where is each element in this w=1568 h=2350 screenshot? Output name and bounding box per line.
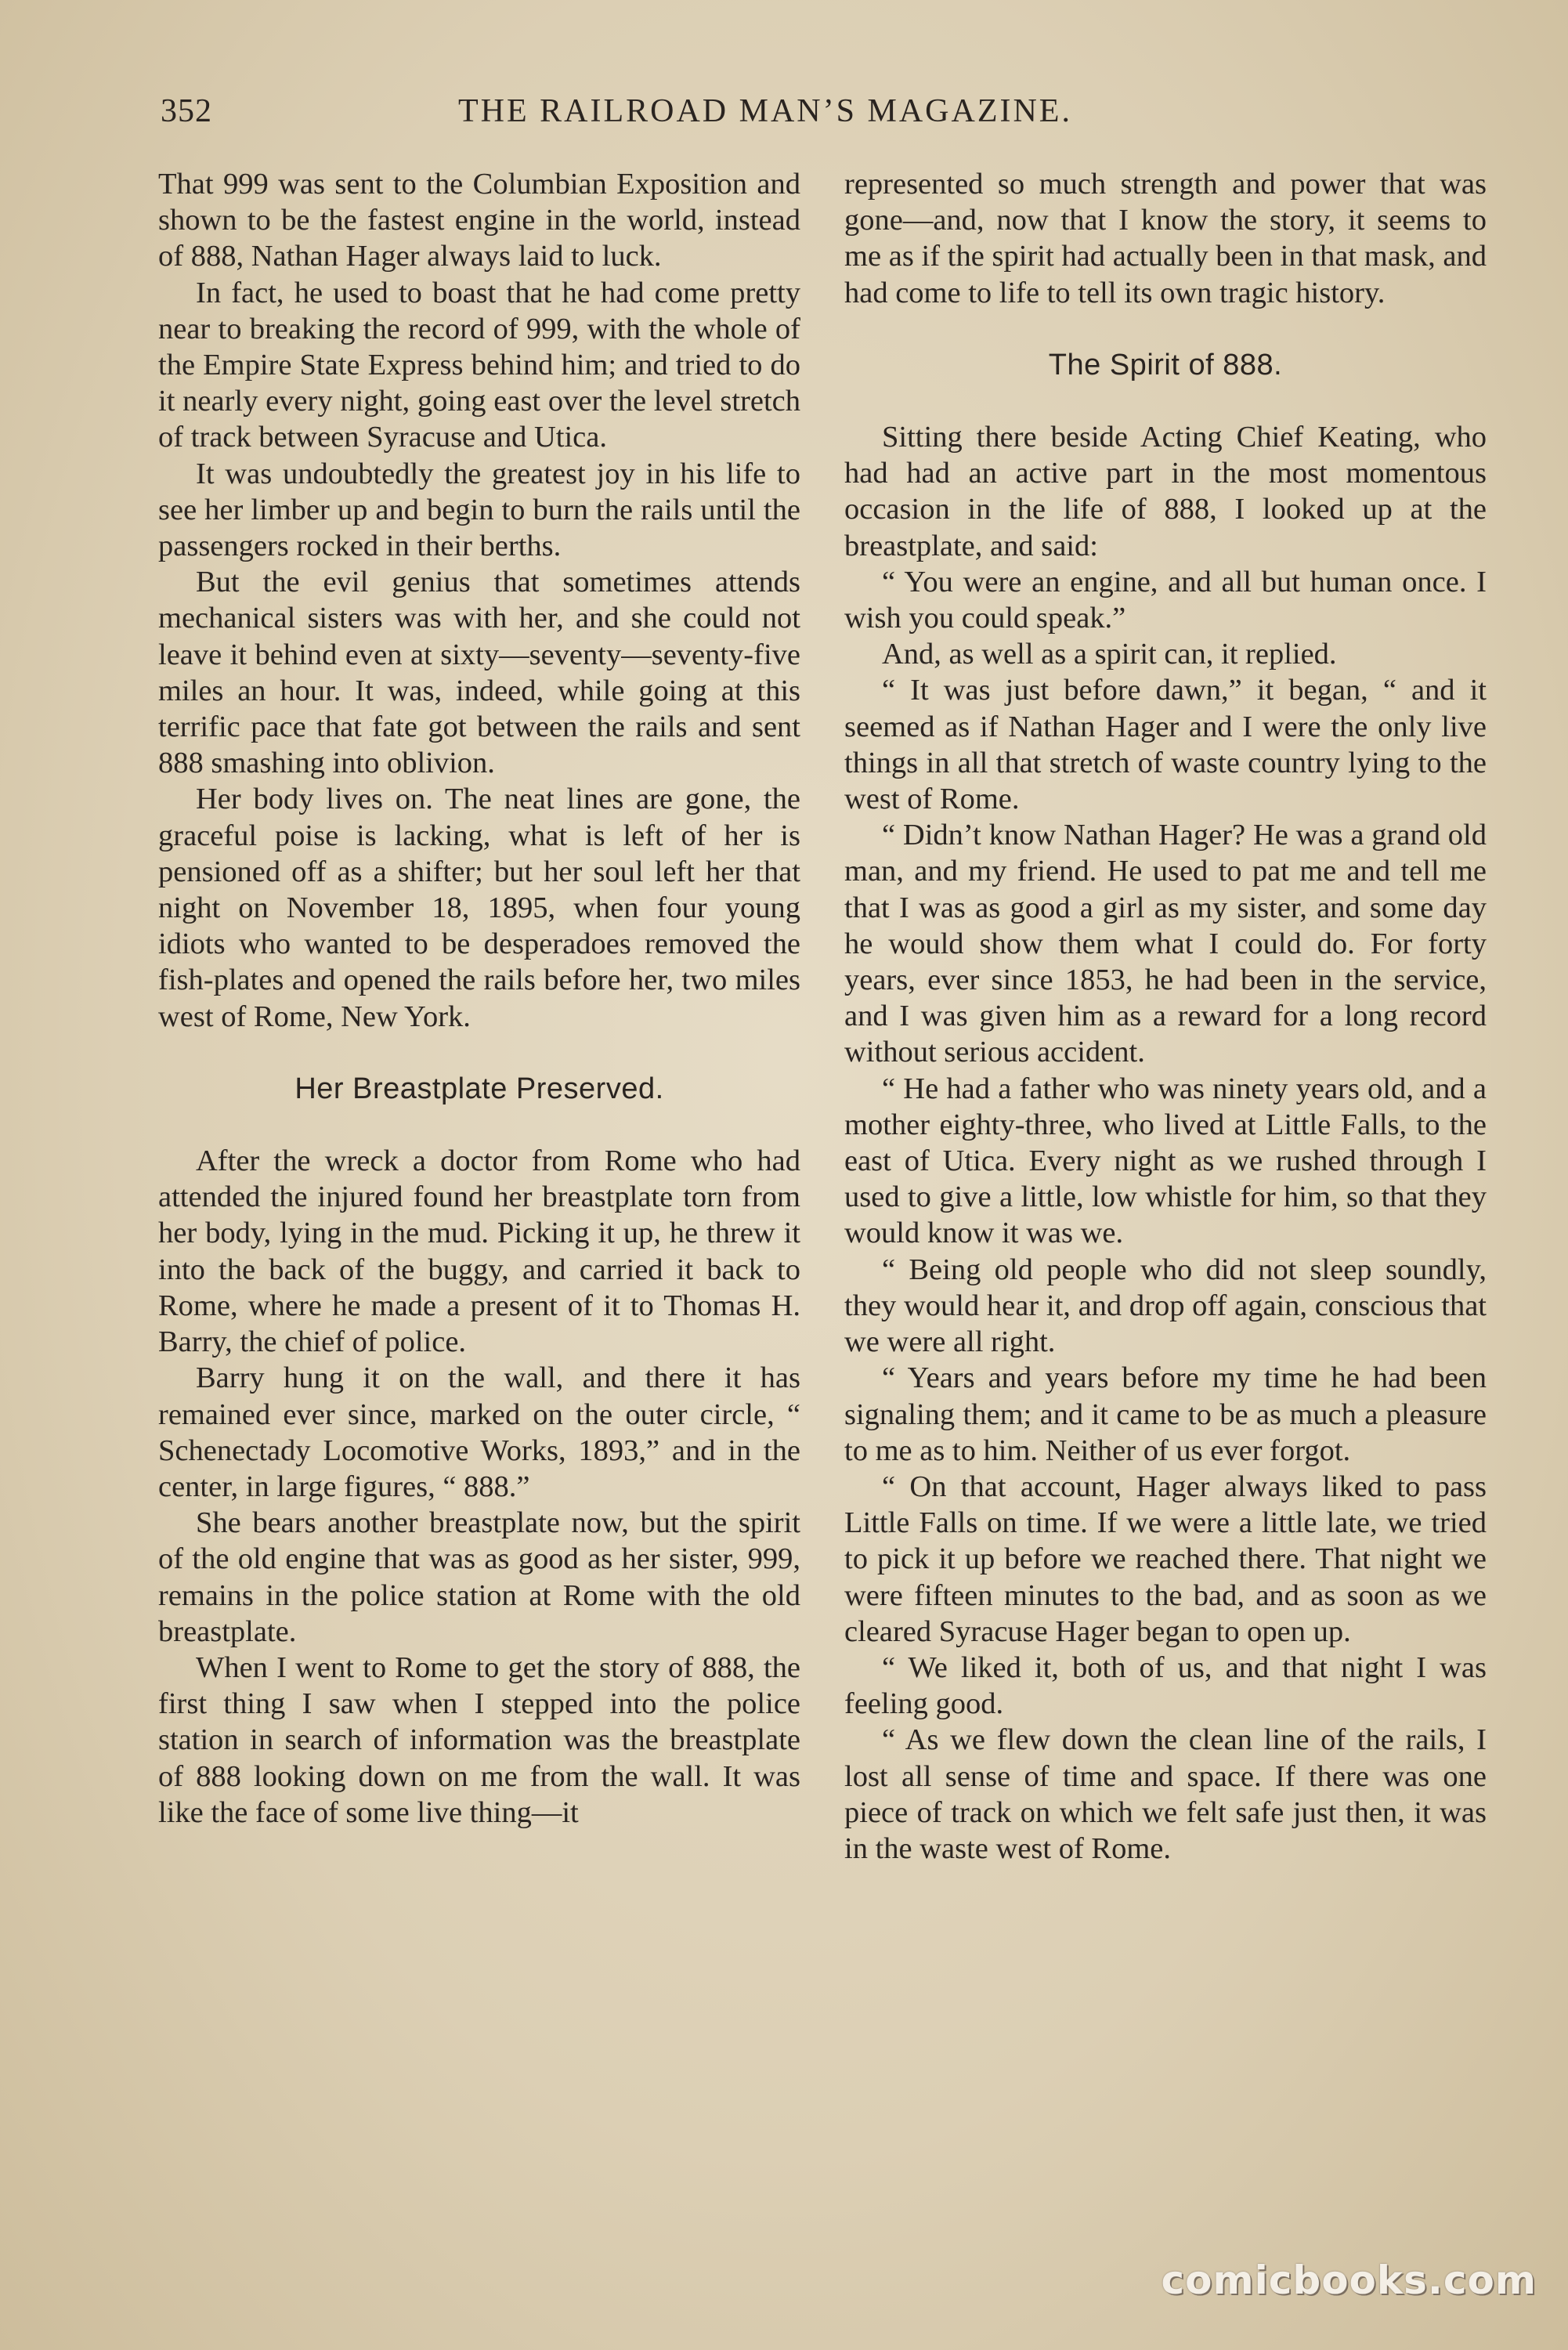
paragraph: “ It was just before dawn,” it began, “ and it seemed as if Nathan Hager and I were the only live things in all that stretch of waste country lying to the west of Rome. <box>844 674 1487 816</box>
paragraph: “ Didn’t know Nathan Hager? He was a grand old man, and my friend. He used to pat me and tell me that I was as good a girl as my sister, and some day he would show them what I could do. For forty years, ever since 1853, he had been in the service, and I was given him as a reward for a long record without serious accident. <box>844 819 1487 1069</box>
section-heading: Her Breastplate Preserved. <box>294 1072 664 1105</box>
paragraph: Sitting there beside Acting Chief Keating, who had had an active part in the most momentous occasion in the life of 888, I looked up at the breastplate, and said: <box>844 421 1487 562</box>
watermark: comicbooks.com <box>1161 2258 1537 2303</box>
left-column <box>158 166 800 1831</box>
paragraph: In fact, he used to boast that he had come pretty near to breaking the record of 999, with the whole of the Empire State Express behind him; and tried to do it nearly every night, going east over the level stretch of track between Syracuse and Utica. <box>158 276 800 454</box>
paragraph: Barry hung it on the wall, and there it has remained ever since, marked on the outer circle, “ Schenectady Locomotive Works, 1893,” and in the center, in large figures, “ 888.” <box>158 1361 800 1503</box>
page-number: 352 <box>161 93 212 129</box>
right-column <box>844 166 1487 1867</box>
paragraph: “ On that account, Hager always liked to pass Little Falls on time. If we were a little late, we tried to pick it up before we reached there. That night we were fifteen minutes to the bad, and as soon as we cleared Syracuse Hager began to open up. <box>844 1470 1487 1648</box>
paragraph: That 999 was sent to the Columbian Exposition and shown to be the fastest engine in the world, instead of 888, Nathan Hager always laid to luck. <box>158 168 800 273</box>
paragraph: When I went to Rome to get the story of 888, the first thing I saw when I stepped into the police station in search of information was the breastplate of 888 looking down on me from the wall. It was like the face of some live thing—it <box>158 1650 800 1829</box>
paragraph: “ As we flew down the clean line of the rails, I lost all sense of time and space. If there was one piece of track on which we felt safe just then, it was in the waste west of Rome. <box>844 1723 1487 1865</box>
page-header <box>161 92 1492 139</box>
paragraph: “ Being old people who did not sleep soundly, they would hear it, and drop off again, conscious that we were all right. <box>844 1253 1487 1359</box>
paragraph: “ He had a father who was ninety years old, and a mother eighty-three, who lived at Little Falls, to the east of Utica. Every night as we rushed through I used to give a little, low whistle for him, so that they would know it was we. <box>844 1072 1487 1250</box>
paragraph: It was undoubtedly the greatest joy in his life to see her limber up and begin to burn the rails until the passengers rocked in their berths. <box>158 457 800 563</box>
running-title: THE RAILROAD MAN’S MAGAZINE. <box>458 93 1072 129</box>
paragraph: But the evil genius that sometimes attends mechanical sisters was with her, and she could not leave it behind even at sixty—seventy—seventy-five miles an hour. It was, indeed, while going at this terrific pace that fate got between the rails and sent 888 smashing into oblivion. <box>158 566 800 780</box>
paragraph: She bears another breastplate now, but the spirit of the old engine that was as good as her sister, 999, remains in the police station at Rome with the old breastplate. <box>158 1506 800 1648</box>
paragraph: And, as well as a spirit can, it replied. <box>882 638 1337 671</box>
paragraph: “ We liked it, both of us, and that night I was feeling good. <box>844 1650 1487 1721</box>
paragraph: represented so much strength and power that was gone—and, now that I know the story, it seems to me as if the spirit had actually been in that mask, and had come to life to tell its own tragic history. <box>844 168 1487 309</box>
paragraph: “ You were an engine, and all but human once. I wish you could speak.” <box>844 565 1487 635</box>
section-heading: The Spirit of 888. <box>1048 348 1283 381</box>
paragraph: Her body lives on. The neat lines are gone, the graceful poise is lacking, what is left of her is pensioned off as a shifter; but her soul left her that night on November 18, 1895, when four young idiots who wanted to be desperadoes removed the fish-plates and opened the rails before her, two miles west of Rome, New York. <box>158 783 800 1033</box>
paragraph: “ Years and years before my time he had been signaling them; and it came to be as much a pleasure to me as to him. Neither of us ever forgot. <box>844 1361 1487 1467</box>
paragraph: After the wreck a doctor from Rome who had attended the injured found her breastplate torn from her body, lying in the mud. Picking it up, he threw it into the back of the buggy, and carried it back to Rome, where he made a present of it to Thomas H. Barry, the chief of police. <box>158 1144 800 1359</box>
